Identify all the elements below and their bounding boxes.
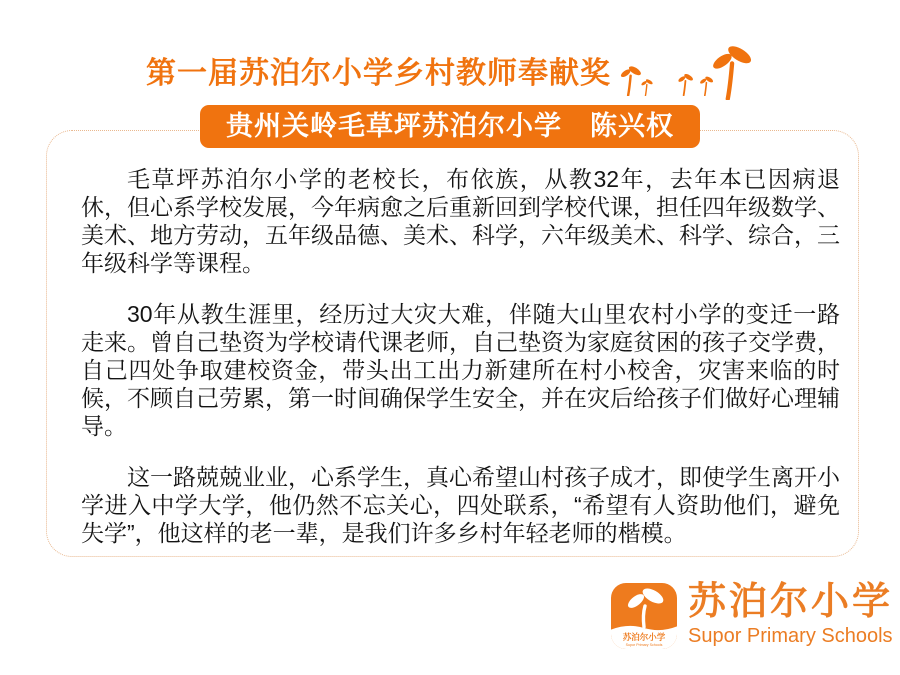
school-teacher-banner: 贵州关岭毛草坪苏泊尔小学 陈兴权 [200,105,700,148]
content-text [47,131,858,547]
paragraph-3: 这一路兢兢业业，心系学生，真心希望山村孩子成才，即使学生离开小学进入中学大学，他仍然不忘关心，四处联系，“希望有人资助他们，避免失学”，他这样的老一辈，是我们许多乡村年轻老师的楷模。 [81,464,840,546]
paragraph-2: 30年从教生涯里，经历过大灾大难，伴随大山里农村小学的变迁一路走来。曾自己垫资为学校请代课老师，自己垫资为家庭贫困的孩子交学费，自己四处争取建校资金，带头出工出力新建所在村小校舍，灾害来临的时候，不顾自己劳累，第一时间确保学生安全，并在灾后给孩子们做好心理辅导。 [81,301,840,439]
sprout-icon [708,44,754,100]
paragraph-1: 毛草坪苏泊尔小学的老校长，布依族，从教32年，去年本已因病退休，但心系学校发展，今年病愈之后重新回到学校代课，担任四年级数学、美术、地方劳动，五年级品德、美术、科学，六年级美术、科学、综合，三年级科学等课程。 [81,166,840,276]
badge-zh-label: 苏泊尔小学 [622,632,666,642]
title-row [0,40,900,96]
supor-logo [610,582,893,650]
badge-en-label: Supor Primary Schools [625,643,663,647]
logo-en-label: Supor Primary Schools [688,624,893,647]
page-title: 第一届苏泊尔小学乡村教师奉献奖 [146,57,611,90]
sprout-icon [639,78,654,96]
supor-logo-badge-icon [610,582,678,650]
logo-text [688,582,893,647]
content-box [46,130,859,557]
sprout-icon [676,72,694,96]
logo-zh-label: 苏泊尔小学 [688,581,894,623]
